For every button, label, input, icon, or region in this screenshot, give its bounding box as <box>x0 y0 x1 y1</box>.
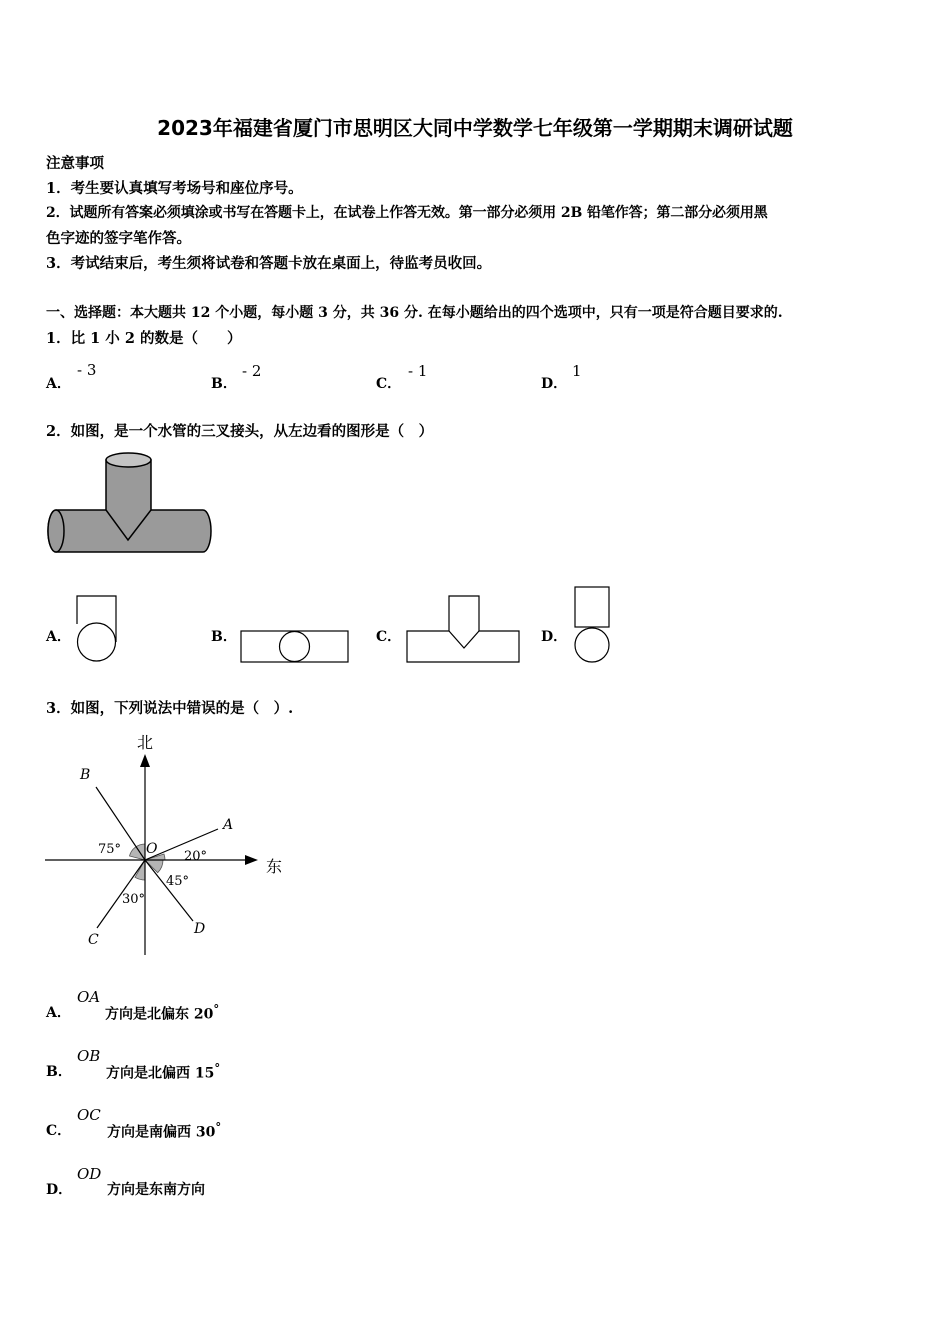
q2-option-c-label: C． <box>376 629 402 645</box>
q3-option-c-ray: OC <box>77 1106 101 1124</box>
label-c: C <box>88 932 99 948</box>
q1-option-d-value: 1 <box>572 362 582 380</box>
notice-item-1: 1．考生要认真填写考场号和座位序号。 <box>46 180 303 197</box>
q3-option-d-text: 方向是东南方向 <box>107 1182 205 1198</box>
q1-option-c-value: - 1 <box>408 362 428 380</box>
q1-option-c-label: C． <box>376 376 402 392</box>
section-heading: 一、选择题：本大题共 12 个小题，每小题 3 分，共 36 分. 在每小题给出的四个选项中，只有一项是符合题目要求的. <box>46 305 783 321</box>
north-label: 北 <box>137 733 154 752</box>
q3-option-b-ray: OB <box>77 1047 101 1065</box>
notice-heading: 注意事项 <box>46 155 104 172</box>
page-title: 2023年福建省厦门市思明区大同中学数学七年级第一学期期末调研试题 <box>157 116 793 140</box>
q1-option-b-label: B． <box>211 376 237 392</box>
q2-option-d-label: D． <box>541 629 568 645</box>
notice-item-2: 2．试题所有答案必须填涂或书写在答题卡上，在试卷上作答无效。第一部分必须用 2B 铅笔作答；第二部分必须用黑 <box>46 205 768 221</box>
q3-option-a-label: A． <box>46 1005 71 1021</box>
label-o: O <box>146 841 158 857</box>
notice-item-2-cont: 色字迹的签字笔作答。 <box>46 230 191 247</box>
q3-option-d-label: D． <box>46 1182 73 1198</box>
q1-option-a-label: A． <box>46 376 71 392</box>
question-1-stem: 1．比 1 小 2 的数是（ ） <box>46 330 242 347</box>
q1-option-a-value: - 3 <box>77 361 97 379</box>
label-d: D <box>194 921 206 937</box>
q3-option-d-ray: OD <box>77 1165 102 1183</box>
angle-75: 75° <box>98 842 122 857</box>
angle-45: 45° <box>166 874 190 889</box>
q3-option-a-ray: OA <box>77 988 101 1006</box>
angle-30: 30° <box>122 892 146 907</box>
q3-option-a-text: 方向是北偏东 20° <box>105 1002 220 1023</box>
q2-option-b-label: B． <box>211 629 237 645</box>
q1-option-d-label: D． <box>541 376 568 392</box>
notice-item-3: 3．考试结束后，考生须将试卷和答题卡放在桌面上，待监考员收回。 <box>46 255 492 272</box>
question-2-stem: 2．如图，是一个水管的三叉接头，从左边看的图形是（ ） <box>46 423 434 440</box>
label-b: B <box>80 767 91 783</box>
q3-option-c-text: 方向是南偏西 30° <box>107 1120 222 1141</box>
q2-option-a-label: A． <box>46 629 71 645</box>
angle-20: 20° <box>184 849 208 864</box>
question-3-stem: 3．如图，下列说法中错误的是（ ）. <box>46 700 294 717</box>
q3-option-c-label: C． <box>46 1123 72 1139</box>
label-a: A <box>223 817 234 833</box>
q1-option-b-value: - 2 <box>242 362 262 380</box>
q3-option-b-label: B． <box>46 1064 72 1080</box>
east-label: 东 <box>266 857 283 876</box>
q3-option-b-text: 方向是北偏西 15° <box>106 1061 221 1082</box>
